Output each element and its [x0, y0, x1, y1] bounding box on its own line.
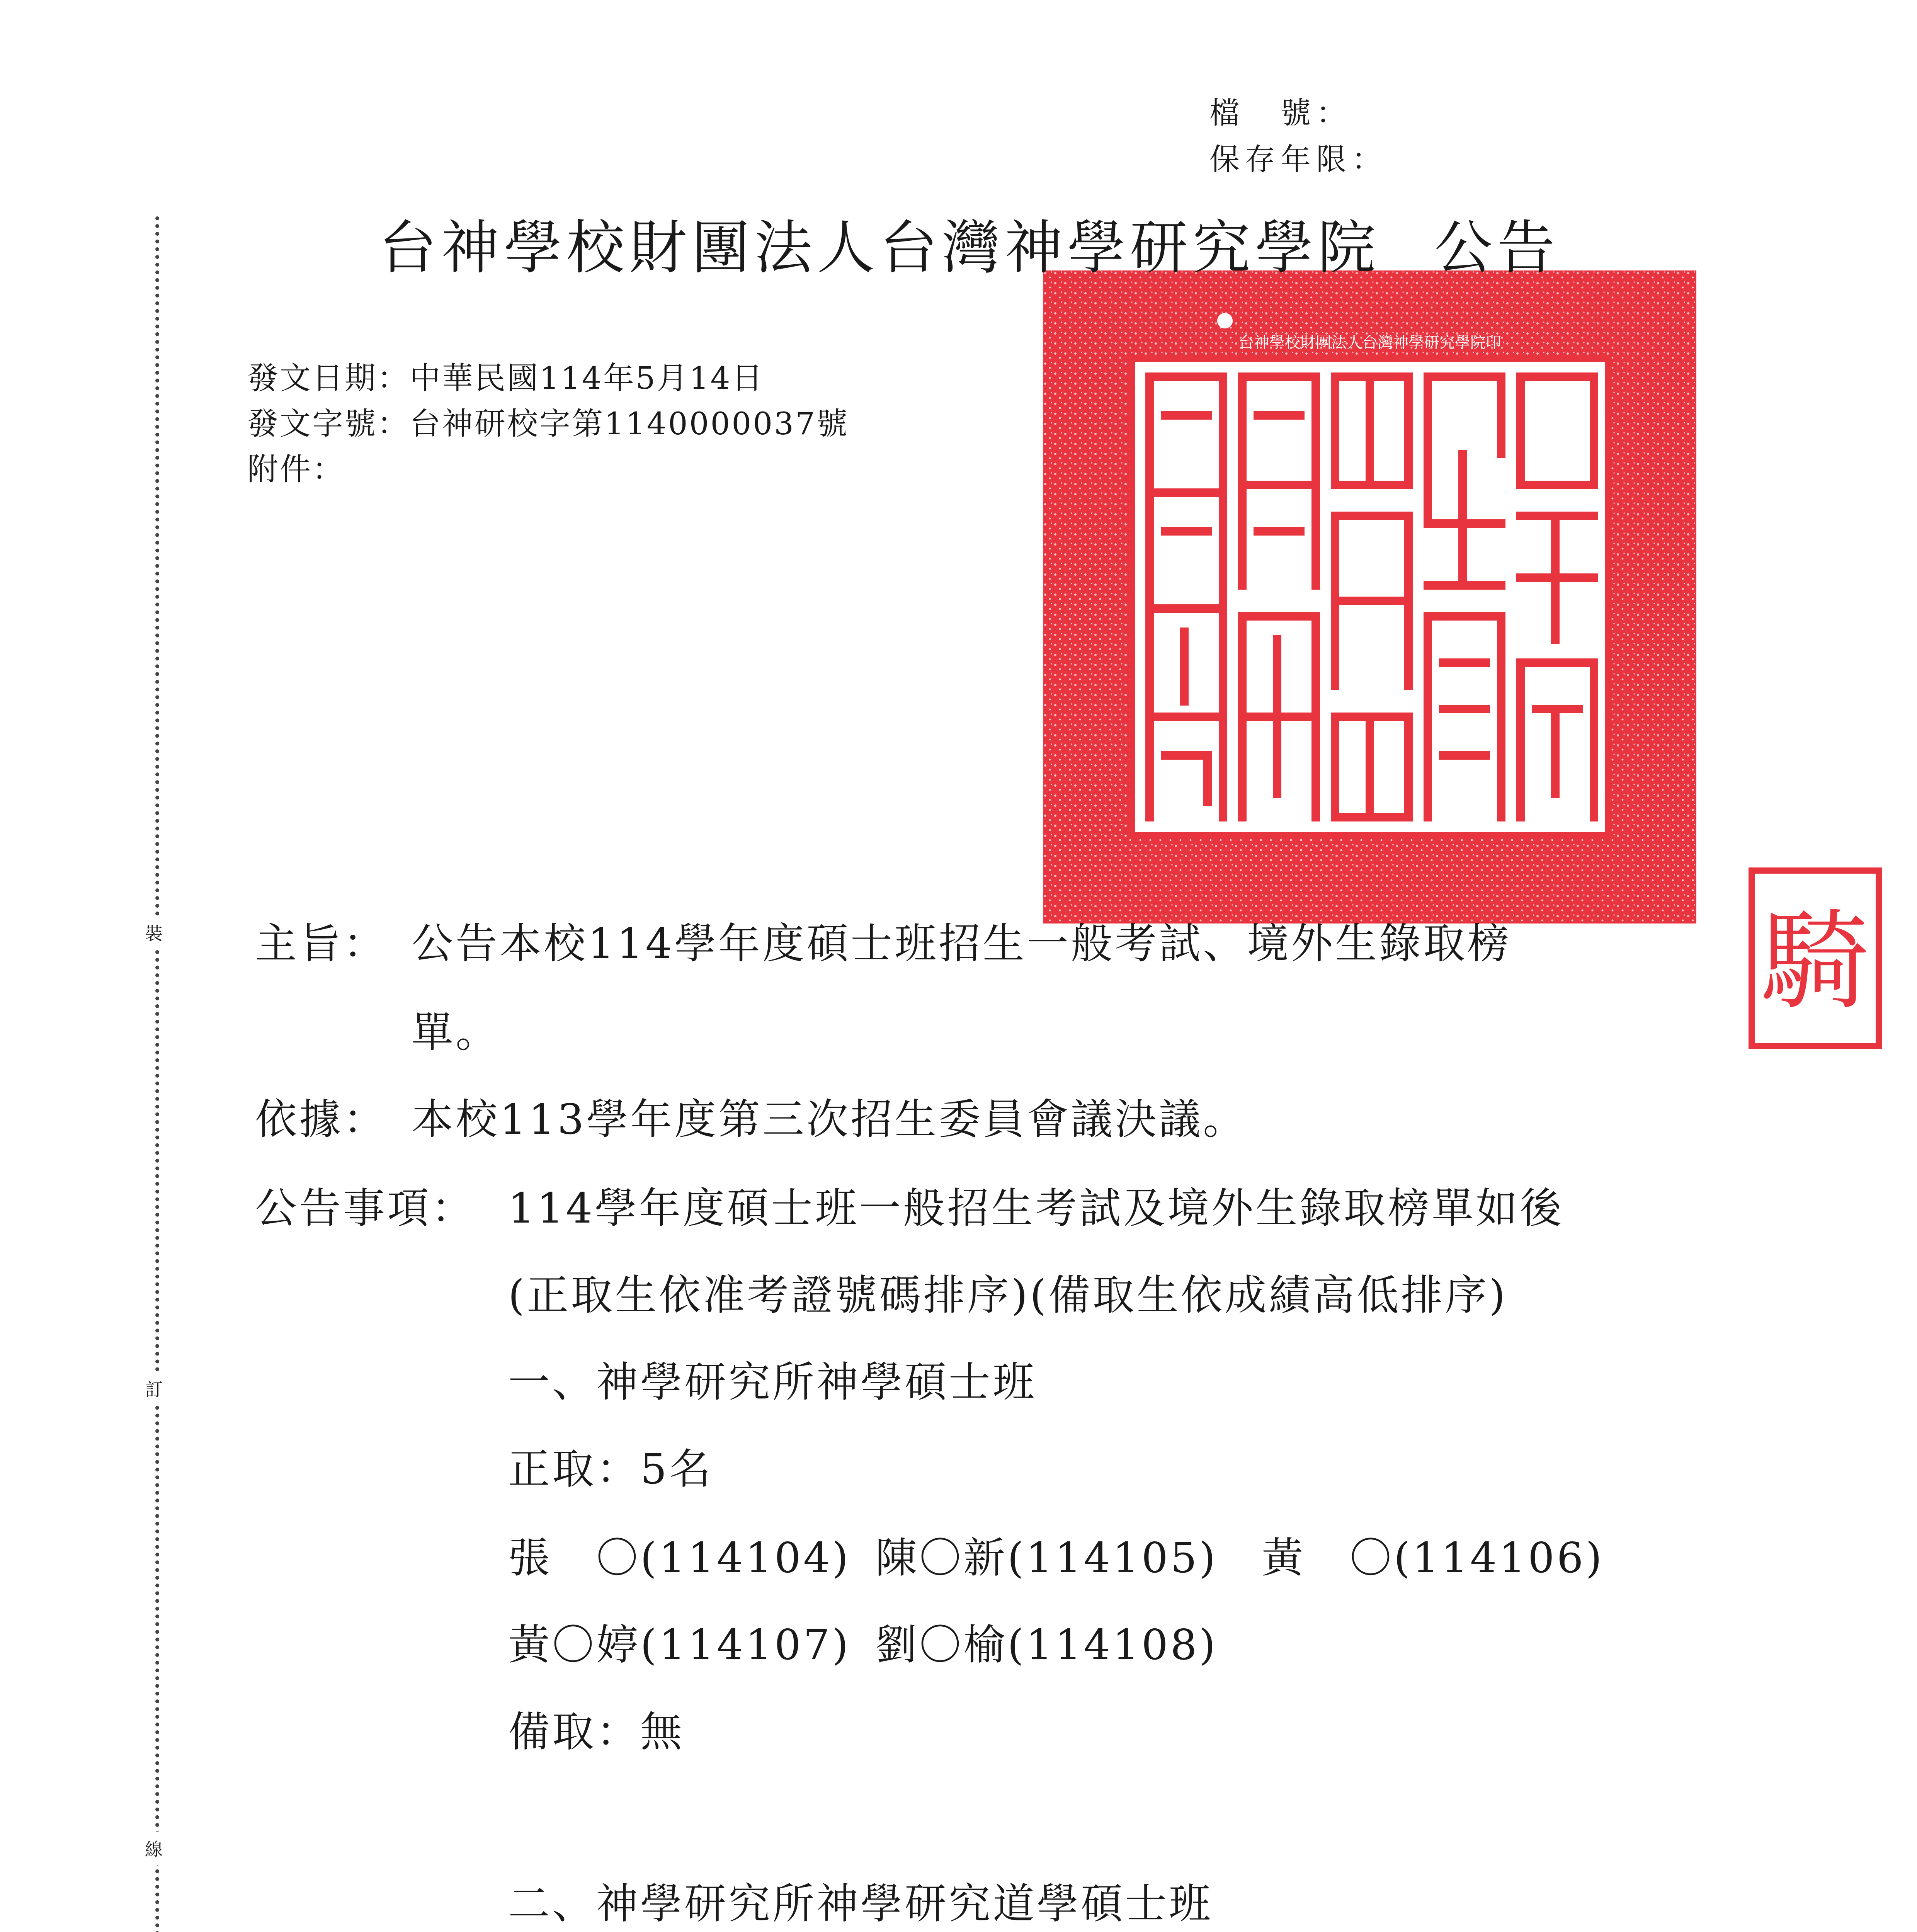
- retention-period-label: 保存年限：: [1209, 142, 1388, 177]
- admitted-name: 黃〇婷(114107): [508, 1621, 851, 1669]
- admitted-name: 張 〇(114104): [508, 1534, 851, 1582]
- binding-dotted-line: [155, 216, 159, 1932]
- admitted-name: 陳〇新(114105): [875, 1534, 1218, 1582]
- subject-line-2: 單。: [412, 1009, 500, 1057]
- section-1-admitted-label: 正取：5名: [508, 1445, 713, 1493]
- section-1-waitlist-label: 備取：無: [508, 1708, 685, 1756]
- section-1-heading: 一、神學研究所神學碩士班: [508, 1358, 1037, 1406]
- binding-label-ding: 訂: [145, 1372, 163, 1405]
- binding-label-xian: 線: [145, 1832, 163, 1865]
- personal-seal: [1749, 867, 1882, 1049]
- section-1-row-1: [508, 1524, 1604, 1584]
- section-2-heading: 二、神學研究所神學研究道學碩士班: [508, 1880, 1213, 1928]
- organization-seal-text: 台神學校財團法人台灣神學研究學院印: [1238, 334, 1501, 352]
- organization-name: 台神學校財團法人台灣神學研究學院: [379, 214, 1381, 282]
- announcement-label: 公告事項：: [255, 1184, 476, 1233]
- personal-seal-text: 騎: [1761, 899, 1869, 1025]
- section-1-row-2: [508, 1611, 1218, 1671]
- issue-info: [247, 355, 849, 492]
- basis-label: 依據：: [255, 1095, 388, 1144]
- subject-label: 主旨：: [255, 920, 388, 968]
- basis-text: 本校113學年度第三次招生委員會議決議。: [412, 1095, 1247, 1144]
- document-type: 公告: [1434, 214, 1560, 282]
- announcement-line-2: (正取生依准考證號碼排序)(備取生依成績高低排序): [508, 1271, 1508, 1320]
- document-title: [379, 201, 1560, 284]
- admitted-name: 黃 〇(114106): [1262, 1534, 1604, 1582]
- file-number-label: 檔 號：: [1209, 96, 1352, 131]
- announcement-line-1: 114學年度碩士班一般招生考試及境外生錄取榜單如後: [508, 1184, 1564, 1233]
- issue-date: 發文日期：中華民國114年5月14日: [247, 360, 764, 396]
- admitted-name: 劉〇榆(114108): [875, 1621, 1218, 1669]
- attachment-line: 附件：: [247, 451, 345, 487]
- organization-seal: [1043, 270, 1696, 923]
- subject-line-1: 公告本校114學年度碩士班招生一般考試、境外生錄取榜: [412, 920, 1512, 968]
- issue-reference-number: 發文字號：台神研校字第1140000037號: [247, 406, 849, 442]
- binding-label-zhuang: 裝: [145, 916, 163, 949]
